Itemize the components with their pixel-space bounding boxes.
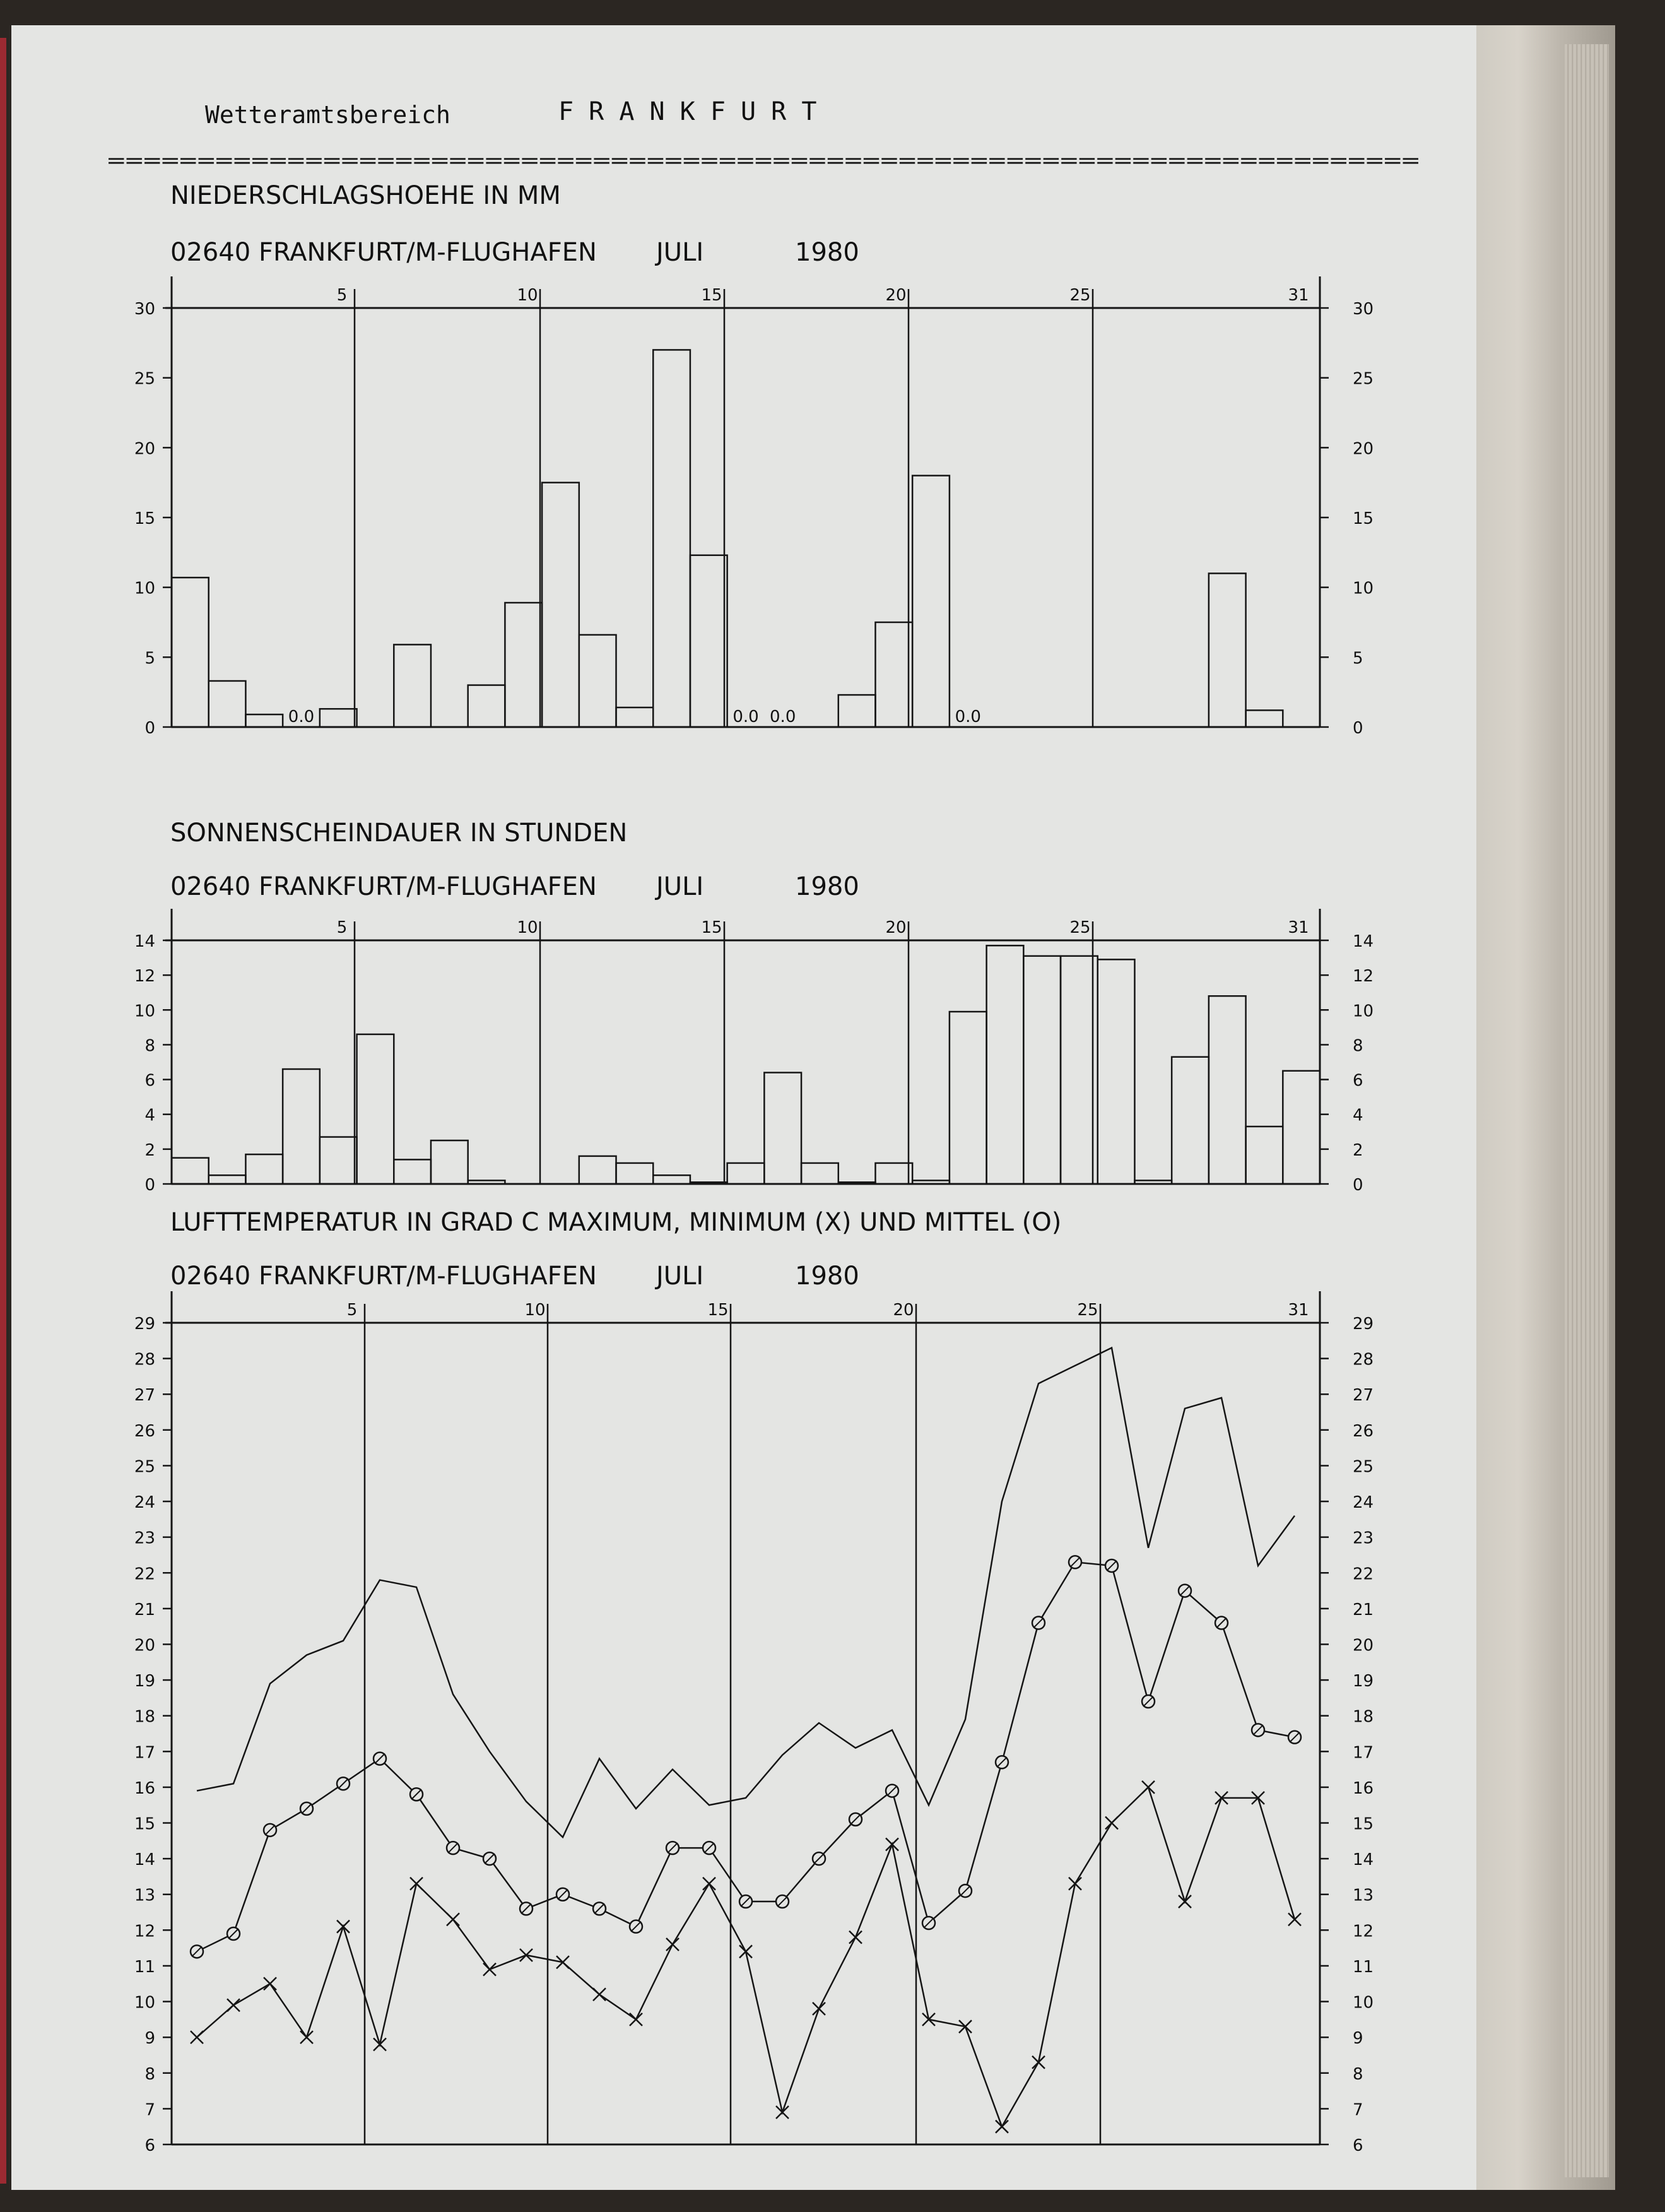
bar-day-20 xyxy=(875,1163,912,1184)
y-tick-label-right: 28 xyxy=(1353,1350,1374,1369)
day-marker-label: 20 xyxy=(893,1301,914,1320)
y-tick-label-left: 21 xyxy=(134,1600,155,1619)
y-tick-label-left: 24 xyxy=(134,1493,155,1513)
point-minimum-day-2 xyxy=(227,1999,240,2011)
bar-day-28 xyxy=(1172,1057,1209,1184)
chart-station: 02640 FRANKFURT/M-FLUGHAFEN xyxy=(170,238,597,267)
bar-day-30 xyxy=(1246,1127,1283,1184)
day-marker-label: 5 xyxy=(346,1301,358,1320)
point-mittel-day-3 xyxy=(264,1824,276,1836)
bar-day-13 xyxy=(616,707,654,727)
y-tick-label-right: 7 xyxy=(1353,2100,1363,2120)
series-line-mittel xyxy=(197,1562,1295,1951)
page-header xyxy=(107,97,1420,172)
point-mittel-day-18 xyxy=(813,1852,825,1865)
day-marker-label: 5 xyxy=(336,286,348,305)
y-tick-label-right: 18 xyxy=(1353,1707,1374,1727)
sunshine-chart xyxy=(134,819,1374,1195)
point-mittel-day-27 xyxy=(1142,1695,1155,1708)
point-minimum-day-12 xyxy=(593,1988,606,2001)
bar-day-3 xyxy=(245,714,283,727)
point-mittel-day-28 xyxy=(1179,1585,1191,1597)
point-mittel-day-6 xyxy=(374,1753,386,1765)
point-mittel-day-24 xyxy=(1032,1617,1045,1629)
point-mittel-day-1 xyxy=(191,1945,203,1958)
point-minimum-day-25 xyxy=(1069,1878,1081,1890)
bar-day-9 xyxy=(468,1180,505,1184)
y-tick-label-left: 30 xyxy=(134,300,155,319)
point-minimum-day-31 xyxy=(1288,1913,1301,1925)
bar-day-21 xyxy=(912,1180,950,1184)
y-tick-label-left: 10 xyxy=(134,579,155,598)
day-marker-label: 20 xyxy=(885,286,907,305)
bar-day-27 xyxy=(1134,1180,1172,1184)
y-tick-label-right: 23 xyxy=(1353,1529,1374,1548)
y-tick-label-left: 4 xyxy=(144,1106,155,1125)
point-minimum-day-4 xyxy=(300,2031,313,2043)
bar-day-7 xyxy=(394,644,431,727)
chart-year: 1980 xyxy=(795,1262,859,1291)
y-tick-label-left: 8 xyxy=(144,2064,155,2084)
chart-station: 02640 FRANKFURT/M-FLUGHAFEN xyxy=(170,872,597,901)
chart-title: LUFTTEMPERATUR IN GRAD C MAXIMUM, MINIMUM (X) UND MITTEL (O) xyxy=(170,1208,1062,1237)
y-tick-label-left: 2 xyxy=(144,1140,155,1160)
y-tick-label-right: 6 xyxy=(1353,1071,1363,1091)
y-tick-label-right: 15 xyxy=(1353,1814,1374,1834)
point-mittel-day-19 xyxy=(849,1813,862,1826)
y-tick-label-right: 9 xyxy=(1353,2029,1363,2049)
bar-day-26 xyxy=(1098,959,1135,1184)
bar-day-21 xyxy=(912,476,950,727)
bar-day-24 xyxy=(1023,956,1061,1184)
bar-day-10 xyxy=(505,603,542,727)
point-minimum-day-6 xyxy=(374,2038,386,2050)
y-tick-label-left: 11 xyxy=(134,1957,155,1977)
point-minimum-day-8 xyxy=(447,1913,459,1925)
y-tick-label-left: 14 xyxy=(134,932,155,951)
bar-day-12 xyxy=(579,1156,616,1184)
day-marker-label: 31 xyxy=(1288,286,1309,305)
y-tick-label-left: 0 xyxy=(144,719,155,738)
y-tick-label-right: 27 xyxy=(1353,1386,1374,1405)
point-mittel-day-30 xyxy=(1252,1724,1264,1736)
y-tick-label-right: 8 xyxy=(1353,2064,1363,2084)
bar-day-11 xyxy=(542,483,579,727)
chart-year: 1980 xyxy=(795,872,859,901)
point-mittel-day-29 xyxy=(1215,1617,1228,1629)
point-mittel-day-5 xyxy=(337,1777,350,1790)
y-tick-label-right: 14 xyxy=(1353,932,1374,951)
day-marker-label: 25 xyxy=(1069,286,1091,305)
chart-title: SONNENSCHEINDAUER IN STUNDEN xyxy=(170,819,628,848)
y-tick-label-right: 29 xyxy=(1353,1315,1374,1334)
point-mittel-day-23 xyxy=(996,1756,1008,1768)
point-mittel-day-17 xyxy=(776,1895,789,1908)
bar-day-2 xyxy=(209,1175,246,1184)
bar-day-1 xyxy=(172,1158,209,1184)
point-minimum-day-7 xyxy=(410,1878,423,1890)
chart-month: JULI xyxy=(656,1262,704,1291)
bar-day-13 xyxy=(616,1163,654,1184)
y-tick-label-right: 12 xyxy=(1353,967,1374,986)
day-marker-label: 5 xyxy=(336,918,348,937)
bar-day-4 xyxy=(283,1069,320,1184)
bar-day-1 xyxy=(172,577,209,727)
bar-day-31 xyxy=(1283,1071,1320,1184)
point-minimum-day-14 xyxy=(666,1938,679,1951)
y-tick-label-right: 25 xyxy=(1353,1457,1374,1477)
y-tick-label-left: 20 xyxy=(134,439,155,459)
point-mittel-day-10 xyxy=(520,1902,532,1915)
point-minimum-day-11 xyxy=(556,1956,569,1968)
y-tick-label-left: 10 xyxy=(134,1002,155,1021)
day-marker-label: 10 xyxy=(524,1301,546,1320)
y-tick-label-left: 16 xyxy=(134,1778,155,1798)
point-mittel-day-11 xyxy=(556,1888,569,1901)
header-rule: ========================================================================= xyxy=(107,148,1420,172)
day-marker-label: 20 xyxy=(885,918,907,937)
point-minimum-day-10 xyxy=(520,1949,532,1961)
point-mittel-day-26 xyxy=(1105,1559,1118,1572)
bar-day-12 xyxy=(579,635,616,727)
bar-day-20 xyxy=(875,622,912,727)
y-tick-label-left: 17 xyxy=(134,1743,155,1763)
y-tick-label-left: 14 xyxy=(134,1850,155,1870)
bar-day-14 xyxy=(653,1175,690,1184)
y-tick-label-left: 0 xyxy=(144,1176,155,1195)
point-minimum-day-15 xyxy=(703,1878,715,1890)
day-marker-label: 25 xyxy=(1069,918,1091,937)
y-tick-label-right: 10 xyxy=(1353,1002,1374,1021)
y-tick-label-right: 6 xyxy=(1353,2136,1363,2155)
y-tick-label-left: 10 xyxy=(134,1993,155,2013)
point-minimum-day-28 xyxy=(1179,1895,1191,1908)
bar-day-2 xyxy=(209,681,246,727)
y-tick-label-left: 28 xyxy=(134,1350,155,1369)
point-minimum-day-16 xyxy=(739,1945,752,1958)
y-tick-label-left: 12 xyxy=(134,1922,155,1941)
point-mittel-day-15 xyxy=(703,1842,715,1854)
chart-month: JULI xyxy=(656,238,704,267)
y-tick-label-left: 26 xyxy=(134,1421,155,1441)
y-tick-label-left: 8 xyxy=(144,1036,155,1056)
y-tick-label-right: 4 xyxy=(1353,1106,1363,1125)
bar-day-7 xyxy=(394,1159,431,1184)
bar-day-23 xyxy=(987,945,1024,1184)
point-mittel-day-16 xyxy=(739,1895,752,1908)
y-tick-label-right: 8 xyxy=(1353,1036,1363,1056)
day-marker-label: 10 xyxy=(517,286,538,305)
day-marker-label: 31 xyxy=(1288,918,1309,937)
point-mittel-day-13 xyxy=(630,1920,642,1933)
y-tick-label-left: 18 xyxy=(134,1707,155,1727)
point-mittel-day-4 xyxy=(300,1802,313,1815)
bar-day-18 xyxy=(801,1163,838,1184)
y-tick-label-right: 5 xyxy=(1353,649,1363,668)
point-minimum-day-22 xyxy=(959,2020,972,2033)
point-minimum-day-24 xyxy=(1032,2056,1045,2069)
y-tick-label-right: 13 xyxy=(1353,1886,1374,1905)
y-tick-label-right: 22 xyxy=(1353,1564,1374,1584)
y-tick-label-right: 12 xyxy=(1353,1922,1374,1941)
zero-value-label: 0.0 xyxy=(955,707,981,726)
y-tick-label-left: 23 xyxy=(134,1529,155,1548)
y-tick-label-right: 24 xyxy=(1353,1493,1374,1513)
zero-value-label: 0.0 xyxy=(770,707,796,726)
point-minimum-day-26 xyxy=(1105,1817,1118,1830)
y-tick-label-right: 20 xyxy=(1353,439,1374,459)
chart-year: 1980 xyxy=(795,238,859,267)
point-minimum-day-21 xyxy=(922,2013,935,2026)
y-tick-label-right: 10 xyxy=(1353,579,1374,598)
region-name: F R A N K F U R T xyxy=(558,97,817,126)
y-tick-label-right: 16 xyxy=(1353,1778,1374,1798)
y-tick-label-left: 13 xyxy=(134,1886,155,1905)
point-minimum-day-1 xyxy=(191,2031,203,2043)
y-tick-label-left: 25 xyxy=(134,1457,155,1477)
point-mittel-day-8 xyxy=(447,1842,459,1854)
y-tick-label-right: 0 xyxy=(1353,719,1363,738)
point-minimum-day-3 xyxy=(264,1977,276,1990)
day-marker-label: 15 xyxy=(707,1301,729,1320)
bar-day-22 xyxy=(950,1012,987,1184)
bar-day-16 xyxy=(727,1163,765,1184)
y-tick-label-left: 15 xyxy=(134,1814,155,1834)
y-tick-label-right: 15 xyxy=(1353,509,1374,528)
point-mittel-day-12 xyxy=(593,1902,606,1915)
chart-month: JULI xyxy=(656,872,704,901)
day-marker-label: 31 xyxy=(1288,1301,1309,1320)
point-mittel-day-9 xyxy=(483,1852,496,1865)
point-minimum-day-27 xyxy=(1142,1781,1155,1794)
series-line-maximum xyxy=(197,1348,1295,1838)
point-mittel-day-22 xyxy=(959,1884,972,1897)
y-tick-label-left: 5 xyxy=(144,649,155,668)
bar-day-30 xyxy=(1246,710,1283,727)
point-minimum-day-9 xyxy=(483,1963,496,1976)
chart-station: 02640 FRANKFURT/M-FLUGHAFEN xyxy=(170,1262,597,1291)
y-tick-label-right: 2 xyxy=(1353,1140,1363,1160)
bar-day-3 xyxy=(245,1154,283,1184)
y-tick-label-left: 6 xyxy=(144,1071,155,1091)
y-tick-label-right: 11 xyxy=(1353,1957,1374,1977)
bar-day-6 xyxy=(357,1034,394,1184)
temperature-chart xyxy=(134,1208,1374,2155)
point-minimum-day-19 xyxy=(849,1931,862,1944)
precipitation-chart xyxy=(134,181,1374,738)
y-tick-label-left: 25 xyxy=(134,369,155,389)
y-tick-label-right: 19 xyxy=(1353,1672,1374,1691)
point-minimum-day-17 xyxy=(776,2106,789,2119)
y-tick-label-right: 0 xyxy=(1353,1176,1363,1195)
day-marker-label: 25 xyxy=(1077,1301,1098,1320)
point-minimum-day-18 xyxy=(813,2002,825,2015)
point-mittel-day-25 xyxy=(1069,1556,1081,1568)
y-tick-label-right: 14 xyxy=(1353,1850,1374,1870)
day-marker-label: 10 xyxy=(517,918,538,937)
zero-value-label: 0.0 xyxy=(288,707,315,726)
y-tick-label-right: 17 xyxy=(1353,1743,1374,1763)
y-tick-label-right: 21 xyxy=(1353,1600,1374,1619)
bar-day-8 xyxy=(431,1140,468,1184)
y-tick-label-left: 9 xyxy=(144,2029,155,2049)
point-mittel-day-7 xyxy=(410,1788,423,1801)
y-tick-label-left: 22 xyxy=(134,1564,155,1584)
point-mittel-day-21 xyxy=(922,1917,935,1929)
y-tick-label-left: 19 xyxy=(134,1672,155,1691)
y-tick-label-left: 27 xyxy=(134,1386,155,1405)
bar-day-17 xyxy=(764,1073,801,1184)
y-tick-label-right: 25 xyxy=(1353,369,1374,389)
y-tick-label-left: 20 xyxy=(134,1636,155,1655)
y-tick-label-right: 30 xyxy=(1353,300,1374,319)
y-tick-label-left: 29 xyxy=(134,1315,155,1334)
chart-title: NIEDERSCHLAGSHOEHE IN MM xyxy=(170,181,561,210)
y-tick-label-left: 7 xyxy=(144,2100,155,2120)
y-tick-label-left: 12 xyxy=(134,967,155,986)
bar-day-15 xyxy=(690,555,727,727)
point-mittel-day-31 xyxy=(1288,1731,1301,1744)
bar-day-29 xyxy=(1209,996,1246,1184)
point-mittel-day-20 xyxy=(886,1785,898,1797)
point-minimum-day-23 xyxy=(996,2120,1008,2133)
y-tick-label-left: 6 xyxy=(144,2136,155,2155)
series-line-minimum xyxy=(197,1787,1295,2127)
y-tick-label-left: 15 xyxy=(134,509,155,528)
point-minimum-day-13 xyxy=(630,2013,642,2026)
bar-day-9 xyxy=(468,685,505,727)
zero-value-label: 0.0 xyxy=(732,707,759,726)
bar-day-5 xyxy=(320,709,357,727)
y-tick-label-right: 20 xyxy=(1353,1636,1374,1655)
y-tick-label-right: 10 xyxy=(1353,1993,1374,2013)
day-marker-label: 15 xyxy=(701,918,722,937)
y-tick-label-right: 26 xyxy=(1353,1421,1374,1441)
point-mittel-day-2 xyxy=(227,1927,240,1940)
point-minimum-day-20 xyxy=(886,1838,898,1850)
region-label: Wetteramtsbereich xyxy=(205,101,450,129)
point-mittel-day-14 xyxy=(666,1842,679,1854)
point-minimum-day-5 xyxy=(337,1920,350,1933)
bar-day-19 xyxy=(838,695,876,727)
bar-day-14 xyxy=(653,350,690,727)
bar-day-29 xyxy=(1209,574,1246,727)
bar-day-5 xyxy=(320,1137,357,1184)
day-marker-label: 15 xyxy=(701,286,722,305)
